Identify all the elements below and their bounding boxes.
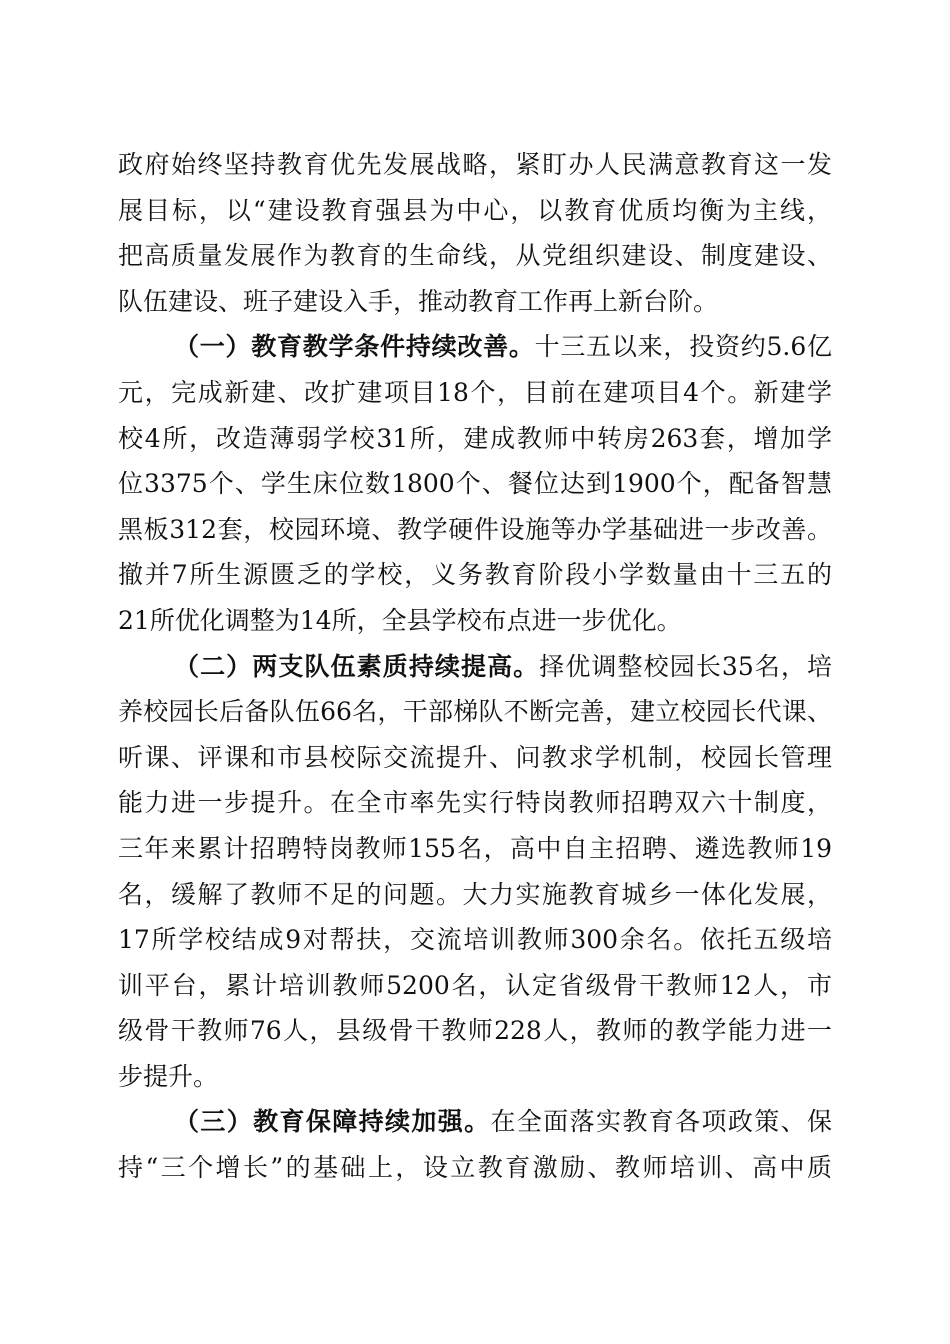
text-line: 听课、评课和市县校际交流提升、问教求学机制，校园长管理 [118,742,832,772]
text-line: 步提升。 [118,1061,219,1091]
text-line: 名，缓解了教师不足的问题。大力实施教育城乡一体化发展， [118,879,832,909]
text-line: 17所学校结成9对帮扶，交流培训教师300余名。依托五级培 [118,925,832,955]
text-line: 三年来累计招聘特岗教师155名，高中自主招聘、遴选教师19 [118,833,832,863]
section-teacher-quality [118,644,832,1100]
section-first-line [118,324,832,370]
text-line: 政府始终坚持教育优先发展战略，紧盯办人民满意教育这一发 [118,150,832,179]
section-text: 在全面落实教育各项政策、保 [490,1107,832,1137]
text-line: 持“三个增长”的基础上，设立教育激励、教师培训、高中质 [118,1153,832,1183]
section-heading: （二）两支队伍素质持续提高。 [174,651,540,681]
section-heading: （三）教育保障持续加强。 [174,1107,491,1137]
section-first-line [118,1099,832,1145]
text-line: 训平台，累计培训教师5200名，认定省级骨干教师12人，市 [118,970,832,1000]
text-line: 21所优化调整为14所，全县学校布点进一步优化。 [118,605,682,635]
text-line: 养校园长后备队伍66名，干部梯队不断完善，建立校园长代课、 [118,697,832,727]
document-page [118,142,832,1191]
text-line: 级骨干教师76人，县级骨干教师228人，教师的教学能力进一 [118,1016,832,1046]
text-line: 撤并7所生源匮乏的学校，义务教育阶段小学数量由十三五的 [118,560,832,590]
section-heading: （一）教育教学条件持续改善。 [174,332,535,362]
section-text: 十三五以来，投资约5.6亿 [534,332,832,362]
section-education-guarantee [118,1099,832,1190]
text-line: 队伍建设、班子建设入手，推动教育工作再上新台阶。 [118,286,719,316]
intro-paragraph [118,142,832,324]
text-line: 位3375个、学生床位数1800个、餐位达到1900个，配备智慧 [118,469,832,499]
text-line: 校4所，改造薄弱学校31所，建成教师中转房263套，增加学 [118,423,832,453]
text-line: 能力进一步提升。在全市率先实行特岗教师招聘双六十制度， [118,788,832,818]
text-line: 黑板312套，校园环境、教学硬件设施等办学基础进一步改善。 [118,514,832,544]
text-line: 元，完成新建、改扩建项目18个，目前在建项目4个。新建学 [118,377,832,407]
text-line: 展目标，以“建设教育强县为中心，以教育优质均衡为主线， [118,195,832,225]
section-text: 择优调整校园长35名，培 [539,651,832,681]
section-education-conditions [118,324,832,643]
section-first-line [118,644,832,690]
text-line: 把高质量发展作为教育的生命线，从党组织建设、制度建设、 [118,241,832,271]
